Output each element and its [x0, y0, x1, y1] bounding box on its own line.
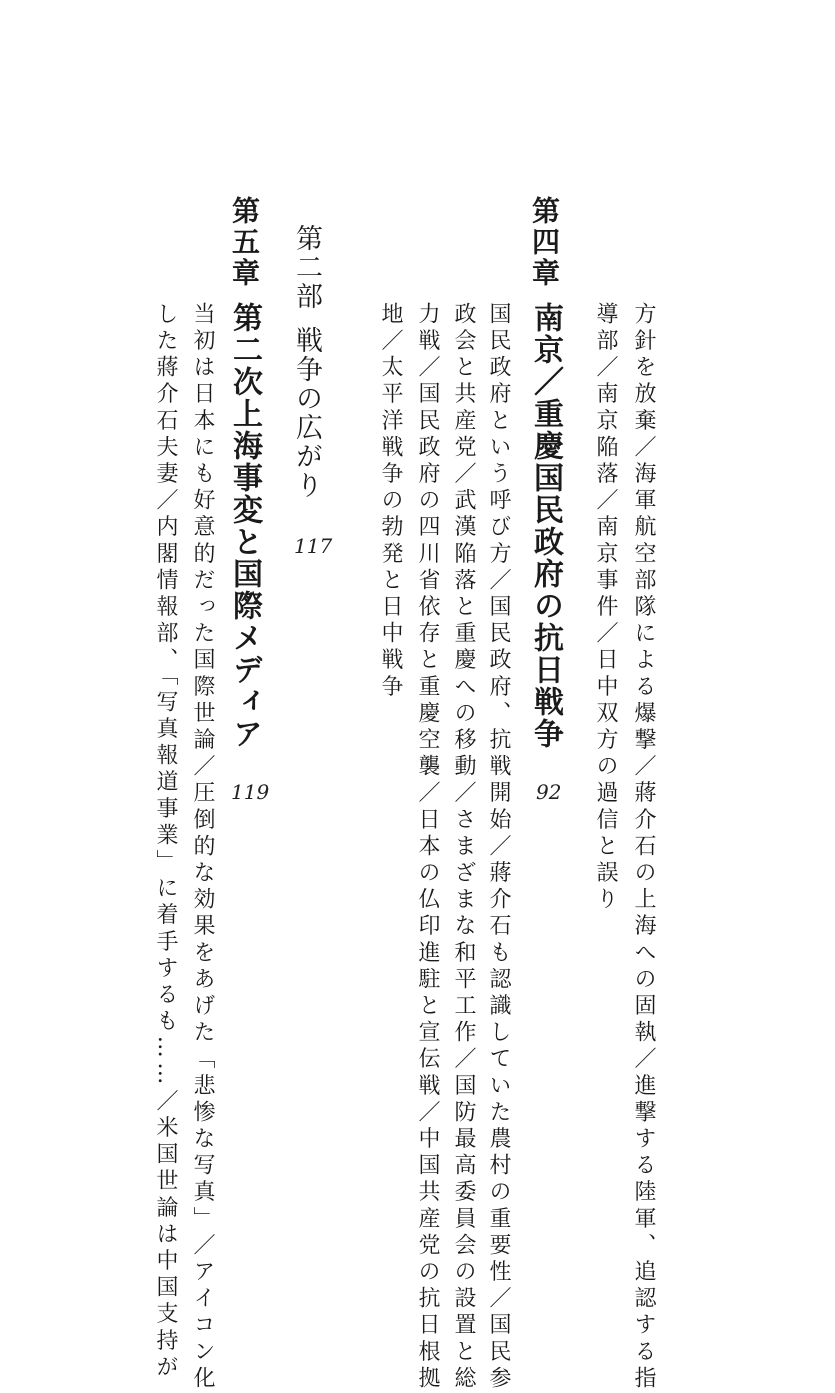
- part-title: 戦争の広がり: [291, 326, 322, 500]
- chapter-title: 第二次上海事変と国際メディア: [227, 302, 262, 750]
- summary-line: 方針を放棄／海軍航空部隊による爆撃／蔣介石の上海への固執／進撃する陸軍、追認する指: [631, 302, 656, 1393]
- summary-line: 政会と共産党／武漢陥落と重慶への移動／さまざまな和平工作／国防最高委員会の設置と総: [451, 302, 476, 1393]
- chapter-label: 第四章: [528, 196, 561, 289]
- summary-line: 国民政府という呼び方／国民政府、抗戦開始／蔣介石も認識していた農村の重要性／国民参: [486, 302, 511, 1393]
- summary-line: 地／太平洋戦争の勃発と日中戦争: [378, 302, 403, 701]
- page-number: 117: [294, 534, 333, 558]
- summary-line: 当初は日本にも好意的だった国際世論／圧倒的な効果をあげた「悲惨な写真」／アイコン化: [190, 302, 215, 1393]
- summary-line: 導部／南京陥落／南京事件／日中双方の過信と誤り: [593, 302, 618, 914]
- part-label: 第二部: [291, 224, 322, 311]
- page-number: 92: [536, 780, 562, 804]
- summary-line: した蔣介石夫妻／内閣情報部、「写真報道事業」に着手するも……／米国世論は中国支持が: [153, 302, 178, 1382]
- summary-line: 力戦／国民政府の四川省依存と重慶空襲／日本の仏印進駐と宣伝戦／中国共産党の抗日根拠: [415, 302, 440, 1393]
- page-number: 119: [231, 780, 270, 804]
- chapter-title: 南京／重慶国民政府の抗日戦争: [528, 302, 563, 750]
- chapter-label: 第五章: [228, 196, 261, 289]
